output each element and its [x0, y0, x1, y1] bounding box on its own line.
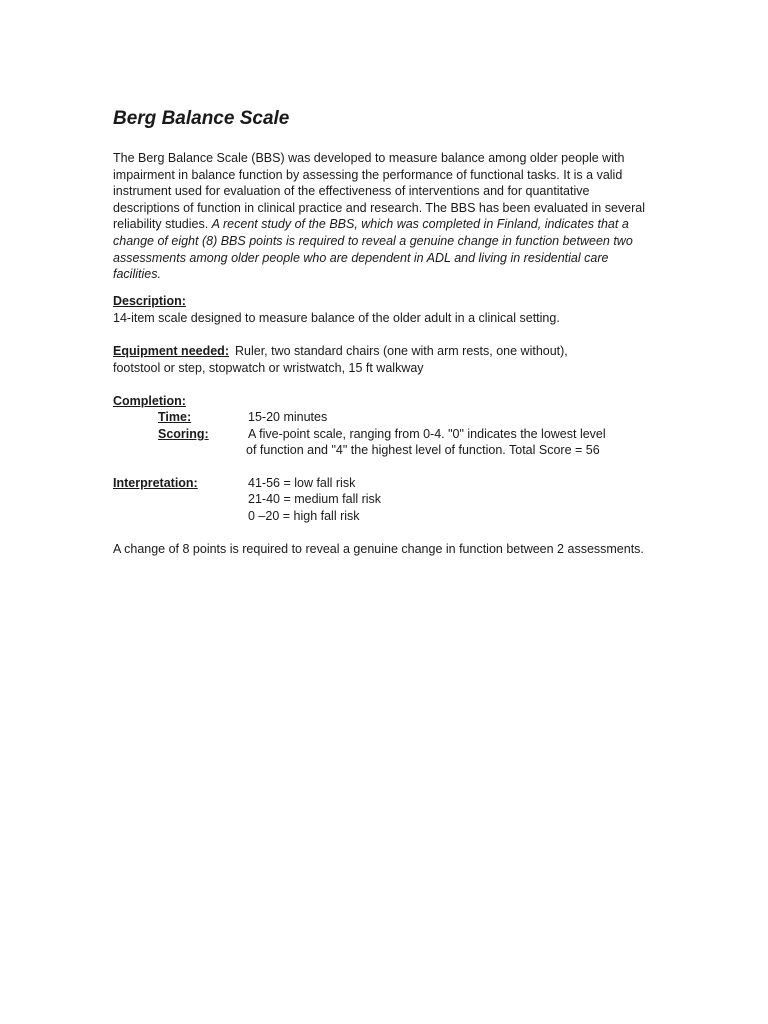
intro-paragraph — [113, 150, 653, 283]
document-title: Berg Balance Scale — [113, 108, 290, 129]
time-label: Time: — [158, 410, 192, 424]
equipment-text-line1: Ruler, two standard chairs (one with arm rests, one without), — [235, 344, 568, 358]
scoring-text-line1: A five-point scale, ranging from 0-4. "0" indicates the lowest level — [248, 427, 606, 441]
interpretation-heading: Interpretation: — [113, 476, 198, 490]
completion-heading: Completion: — [113, 394, 186, 408]
interpretation-item: 0 –20 = high fall risk — [248, 509, 360, 523]
interpretation-item: 41-56 = low fall risk — [248, 476, 356, 490]
time-value: 15-20 minutes — [248, 410, 328, 424]
intro-italic-text: A recent study of the BBS, which was completed in Finland, indicates that a change of eight (8) BBS points is required to reveal a genuine change in function between two assessments among older people who are dependent in ADL and living in residential care facilities. — [113, 217, 633, 282]
scoring-text-line2: of function and "4" the highest level of function. Total Score = 56 — [246, 443, 600, 457]
interpretation-item: 21-40 = medium fall risk — [248, 492, 382, 506]
description-heading: Description: — [113, 294, 186, 308]
scoring-label: Scoring: — [158, 427, 209, 441]
change-note: A change of 8 points is required to reveal a genuine change in function between 2 assessments. — [113, 542, 644, 556]
intro-text: The Berg Balance Scale (BBS) was developed to measure balance among older people with impairment in balance function by assessing the performance of functional tasks. It is a valid instrument used for evaluation of the effectiveness of interventions and for quantitative descriptions of function in clinical practice and research. The BBS has been evaluated in several reliability studies. — [113, 151, 646, 232]
equipment-text-line2: footstool or step, stopwatch or wristwatch, 15 ft walkway — [113, 361, 424, 375]
description-text: 14-item scale designed to measure balance of the older adult in a clinical setting. — [113, 311, 560, 325]
equipment-heading: Equipment needed: — [113, 344, 229, 358]
